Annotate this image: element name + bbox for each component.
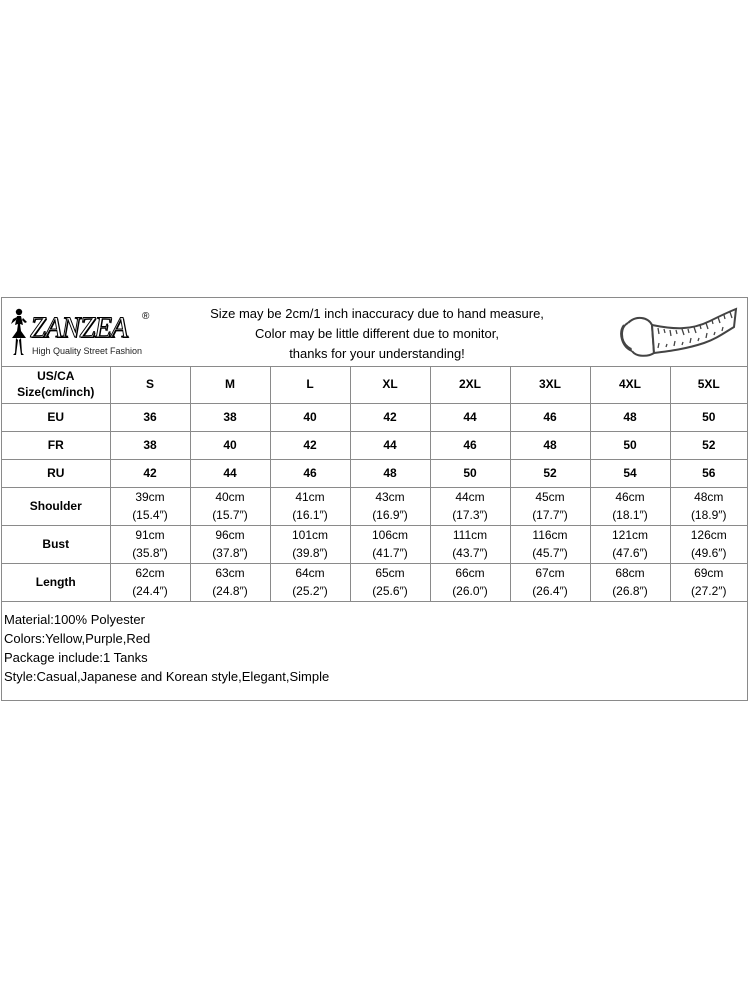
table-cell: 50 — [430, 459, 510, 487]
table-cell: 101cm (39.8″) — [270, 525, 350, 563]
size-header-row — [2, 366, 747, 403]
table-row — [2, 431, 747, 459]
table-cell: 65cm (25.6″) — [350, 563, 430, 601]
size-header-cell: 2XL — [430, 366, 510, 403]
notice-line: thanks for your understanding! — [289, 346, 465, 361]
table-cell: 50 — [590, 431, 670, 459]
fashion-figure-icon — [8, 307, 30, 357]
measurement-row — [2, 563, 747, 601]
size-header-cell: M — [190, 366, 270, 403]
table-cell: 43cm (16.9″) — [350, 487, 430, 525]
table-cell: 96cm (37.8″) — [190, 525, 270, 563]
table-cell: 40 — [190, 431, 270, 459]
table-row — [2, 459, 747, 487]
notice-line: Size may be 2cm/1 inch inaccuracy due to hand measure, — [210, 306, 544, 321]
table-cell: 50 — [670, 403, 747, 431]
registered-mark: ® — [142, 311, 150, 322]
table-cell: 41cm (16.1″) — [270, 487, 350, 525]
measuring-tape-icon — [614, 303, 740, 361]
measurement-row — [2, 525, 747, 563]
row-label: Length — [2, 563, 110, 601]
table-cell: 63cm (24.8″) — [190, 563, 270, 601]
table-cell: 121cm (47.6″) — [590, 525, 670, 563]
table-cell: 46cm (18.1″) — [590, 487, 670, 525]
table-cell: 40cm (15.7″) — [190, 487, 270, 525]
table-cell: 68cm (26.8″) — [590, 563, 670, 601]
table-cell: 69cm (27.2″) — [670, 563, 747, 601]
logo-wordmark: ZANZEA — [30, 311, 128, 344]
table-cell: 48cm (18.9″) — [670, 487, 747, 525]
table-cell: 126cm (49.6″) — [670, 525, 747, 563]
size-header-cell: L — [270, 366, 350, 403]
table-cell: 111cm (43.7″) — [430, 525, 510, 563]
table-cell: 116cm (45.7″) — [510, 525, 590, 563]
table-cell: 44 — [430, 403, 510, 431]
table-cell: 67cm (26.4″) — [510, 563, 590, 601]
colors-text: Colors:Yellow,Purple,Red — [4, 631, 151, 646]
table-cell: 45cm (17.7″) — [510, 487, 590, 525]
measurement-notice — [177, 304, 577, 364]
chart-header — [2, 298, 747, 367]
table-cell: 39cm (15.4″) — [110, 487, 190, 525]
row-label: Shoulder — [2, 487, 110, 525]
style-text: Style:Casual,Japanese and Korean style,Elegant,Simple — [4, 669, 330, 684]
table-cell: 56 — [670, 459, 747, 487]
table-cell: 48 — [590, 403, 670, 431]
table-cell: 42 — [110, 459, 190, 487]
table-cell: 52 — [670, 431, 747, 459]
measurement-row — [2, 487, 747, 525]
table-cell: 66cm (26.0″) — [430, 563, 510, 601]
table-cell: 44 — [350, 431, 430, 459]
table-cell: 36 — [110, 403, 190, 431]
row-label: FR — [2, 431, 110, 459]
table-cell: 62cm (24.4″) — [110, 563, 190, 601]
size-chart-sheet — [1, 297, 748, 701]
table-cell: 38 — [190, 403, 270, 431]
logo-tagline: High Quality Street Fashion — [32, 346, 143, 356]
table-cell: 44cm (17.3″) — [430, 487, 510, 525]
table-cell: 46 — [270, 459, 350, 487]
size-header-cell: S — [110, 366, 190, 403]
size-header-cell: 5XL — [670, 366, 747, 403]
table-cell: 54 — [590, 459, 670, 487]
brand-logo — [6, 305, 156, 361]
table-cell: 48 — [510, 431, 590, 459]
table-cell: 64cm (25.2″) — [270, 563, 350, 601]
table-cell: 38 — [110, 431, 190, 459]
table-cell: 106cm (41.7″) — [350, 525, 430, 563]
size-header-cell: 3XL — [510, 366, 590, 403]
package-text: Package include:1 Tanks — [4, 650, 148, 665]
table-cell: 42 — [270, 431, 350, 459]
table-cell: 42 — [350, 403, 430, 431]
row-label: RU — [2, 459, 110, 487]
size-header-cell: XL — [350, 366, 430, 403]
row-label: Bust — [2, 525, 110, 563]
size-header-cell: 4XL — [590, 366, 670, 403]
table-cell: 52 — [510, 459, 590, 487]
notice-line: Color may be little different due to monitor, — [255, 326, 499, 341]
table-cell: 48 — [350, 459, 430, 487]
row-label: EU — [2, 403, 110, 431]
table-cell: 46 — [430, 431, 510, 459]
size-table — [2, 366, 747, 602]
table-cell: 91cm (35.8″) — [110, 525, 190, 563]
table-row — [2, 403, 747, 431]
table-cell: 40 — [270, 403, 350, 431]
table-cell: 46 — [510, 403, 590, 431]
table-cell: 44 — [190, 459, 270, 487]
material-text: Material:100% Polyester — [4, 612, 145, 627]
size-header-label: US/CA Size(cm/inch) — [2, 366, 110, 403]
product-info — [4, 610, 329, 686]
